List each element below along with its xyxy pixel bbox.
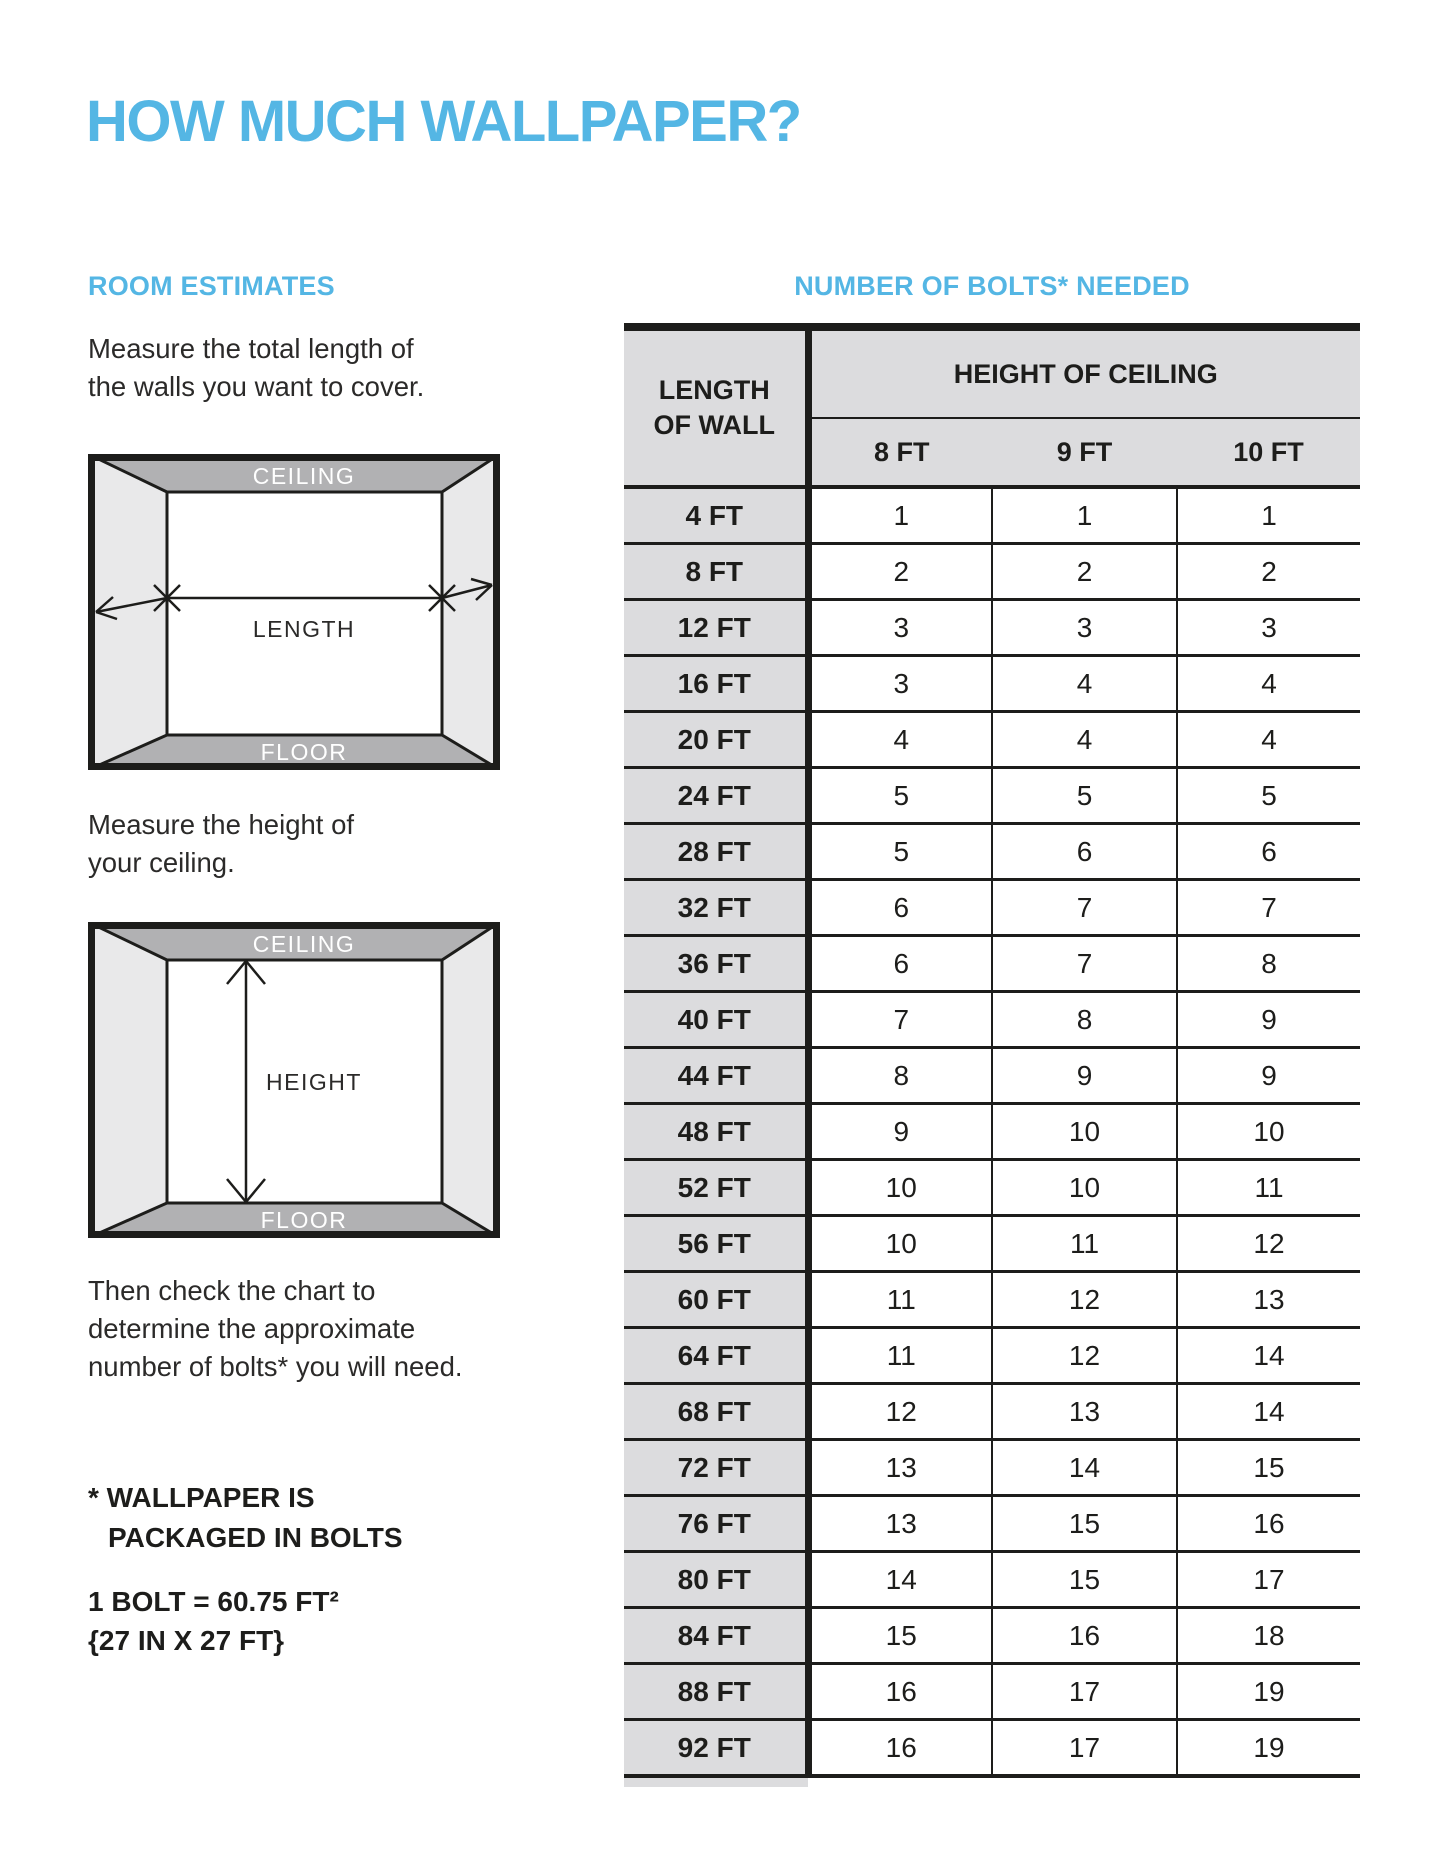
bolts-cell: 2 bbox=[992, 544, 1177, 600]
bolts-cell: 17 bbox=[992, 1664, 1177, 1720]
bolts-cell: 14 bbox=[992, 1440, 1177, 1496]
bolts-cell: 8 bbox=[992, 992, 1177, 1048]
bolts-cell: 18 bbox=[1177, 1608, 1360, 1664]
bolts-cell: 7 bbox=[992, 936, 1177, 992]
room-height-diagram bbox=[88, 922, 500, 1238]
table-row bbox=[624, 1552, 1360, 1608]
ceiling-label: CEILING bbox=[252, 931, 356, 957]
table-understrip bbox=[624, 1778, 808, 1787]
bolts-cell: 3 bbox=[808, 656, 992, 712]
table-row bbox=[624, 1104, 1360, 1160]
bolts-cell: 5 bbox=[808, 768, 992, 824]
table-row bbox=[624, 1496, 1360, 1552]
bolts-cell: 3 bbox=[808, 600, 992, 656]
bolts-cell: 6 bbox=[808, 880, 992, 936]
text-line: the walls you want to cover. bbox=[88, 371, 425, 402]
bolts-cell: 15 bbox=[808, 1608, 992, 1664]
bolts-cell: 4 bbox=[808, 712, 992, 768]
bolts-cell: 8 bbox=[808, 1048, 992, 1104]
table-row bbox=[624, 992, 1360, 1048]
bolts-cell: 10 bbox=[1177, 1104, 1360, 1160]
wall-length-cell: 92 FT bbox=[624, 1720, 808, 1777]
floor-label: FLOOR bbox=[260, 739, 348, 765]
wall-length-cell: 20 FT bbox=[624, 712, 808, 768]
bolts-cell: 10 bbox=[808, 1160, 992, 1216]
bolt-size-info bbox=[88, 1582, 339, 1660]
table-row bbox=[624, 600, 1360, 656]
bolts-cell: 4 bbox=[1177, 712, 1360, 768]
bolts-cell: 7 bbox=[808, 992, 992, 1048]
wall-length-cell: 80 FT bbox=[624, 1552, 808, 1608]
height-measure-label: HEIGHT bbox=[266, 1069, 362, 1095]
bolts-cell: 16 bbox=[1177, 1496, 1360, 1552]
wall-length-cell: 44 FT bbox=[624, 1048, 808, 1104]
table-row bbox=[624, 656, 1360, 712]
table-row bbox=[624, 1720, 1360, 1777]
table-row bbox=[624, 1216, 1360, 1272]
left-wall-panel bbox=[88, 922, 167, 1238]
table-row bbox=[624, 1384, 1360, 1440]
bolts-cell: 7 bbox=[1177, 880, 1360, 936]
bolts-cell: 3 bbox=[1177, 600, 1360, 656]
bolts-cell: 10 bbox=[992, 1104, 1177, 1160]
table-row bbox=[624, 1160, 1360, 1216]
ceiling-8ft-header: 8 FT bbox=[808, 418, 992, 487]
wall-length-cell: 32 FT bbox=[624, 880, 808, 936]
bolts-cell: 15 bbox=[992, 1496, 1177, 1552]
wall-length-cell: 48 FT bbox=[624, 1104, 808, 1160]
bolts-cell: 12 bbox=[992, 1272, 1177, 1328]
wall-length-cell: 76 FT bbox=[624, 1496, 808, 1552]
table-row bbox=[624, 1272, 1360, 1328]
bolt-info-line: {27 IN X 27 FT} bbox=[88, 1625, 285, 1656]
bolts-needed-heading: NUMBER OF BOLTS* NEEDED bbox=[794, 271, 1190, 301]
text-line: Measure the height of bbox=[88, 809, 355, 840]
bolts-cell: 4 bbox=[992, 712, 1177, 768]
ceiling-10ft-header: 10 FT bbox=[1177, 418, 1360, 487]
table-row bbox=[624, 1440, 1360, 1496]
bolts-cell: 12 bbox=[992, 1328, 1177, 1384]
wall-length-cell: 52 FT bbox=[624, 1160, 808, 1216]
bolts-table bbox=[624, 323, 1360, 1778]
wall-length-cell: 56 FT bbox=[624, 1216, 808, 1272]
bolts-cell: 16 bbox=[992, 1608, 1177, 1664]
bolts-cell: 10 bbox=[992, 1160, 1177, 1216]
footnote-line: PACKAGED IN BOLTS bbox=[108, 1522, 403, 1553]
bolts-cell: 6 bbox=[1177, 824, 1360, 880]
text-line: Then check the chart to bbox=[88, 1275, 376, 1306]
text-line: your ceiling. bbox=[88, 847, 235, 878]
floor-label: FLOOR bbox=[260, 1207, 348, 1233]
wallpaper-footnote bbox=[88, 1478, 403, 1558]
bolts-cell: 11 bbox=[1177, 1160, 1360, 1216]
table-row bbox=[624, 1048, 1360, 1104]
page-title: HOW MUCH WALLPAPER? bbox=[86, 89, 801, 154]
wall-length-cell: 36 FT bbox=[624, 936, 808, 992]
bolts-cell: 4 bbox=[1177, 656, 1360, 712]
bolts-cell: 11 bbox=[808, 1328, 992, 1384]
bolts-cell: 5 bbox=[808, 824, 992, 880]
length-of-wall-header-text: LENGTH OF WALL bbox=[653, 375, 775, 440]
bolts-cell: 16 bbox=[808, 1720, 992, 1777]
footnote-line: * WALLPAPER IS bbox=[88, 1482, 315, 1513]
bolts-cell: 13 bbox=[992, 1384, 1177, 1440]
bolts-cell: 1 bbox=[1177, 487, 1360, 544]
right-wall-panel bbox=[442, 922, 500, 1238]
table-row bbox=[624, 1328, 1360, 1384]
bolts-table-container bbox=[624, 323, 1360, 1787]
wall-length-cell: 88 FT bbox=[624, 1664, 808, 1720]
ceiling-9ft-header: 9 FT bbox=[992, 418, 1177, 487]
table-row bbox=[624, 544, 1360, 600]
bolts-cell: 11 bbox=[808, 1272, 992, 1328]
bolts-cell: 5 bbox=[992, 768, 1177, 824]
bolts-cell: 1 bbox=[992, 487, 1177, 544]
wall-length-cell: 12 FT bbox=[624, 600, 808, 656]
length-of-wall-header bbox=[624, 327, 808, 487]
table-row bbox=[624, 768, 1360, 824]
wall-length-cell: 40 FT bbox=[624, 992, 808, 1048]
bolts-cell: 13 bbox=[1177, 1272, 1360, 1328]
table-row bbox=[624, 712, 1360, 768]
measure-height-text bbox=[88, 806, 354, 882]
bolts-cell: 17 bbox=[1177, 1552, 1360, 1608]
bolts-cell: 2 bbox=[808, 544, 992, 600]
wall-length-cell: 60 FT bbox=[624, 1272, 808, 1328]
bolts-cell: 19 bbox=[1177, 1664, 1360, 1720]
length-measure-label: LENGTH bbox=[252, 616, 356, 642]
bolts-cell: 1 bbox=[808, 487, 992, 544]
wall-length-cell: 4 FT bbox=[624, 487, 808, 544]
bolts-table-header bbox=[624, 327, 1360, 487]
back-wall bbox=[167, 492, 442, 735]
wall-length-cell: 72 FT bbox=[624, 1440, 808, 1496]
wall-length-cell: 64 FT bbox=[624, 1328, 808, 1384]
text-line: determine the approximate bbox=[88, 1313, 416, 1344]
bolts-cell: 19 bbox=[1177, 1720, 1360, 1777]
wall-length-cell: 24 FT bbox=[624, 768, 808, 824]
bolts-cell: 2 bbox=[1177, 544, 1360, 600]
bolts-cell: 3 bbox=[992, 600, 1177, 656]
bolts-table-body bbox=[624, 487, 1360, 1776]
bolts-cell: 14 bbox=[808, 1552, 992, 1608]
bolts-cell: 15 bbox=[992, 1552, 1177, 1608]
bolts-cell: 9 bbox=[808, 1104, 992, 1160]
bolts-cell: 5 bbox=[1177, 768, 1360, 824]
table-row bbox=[624, 487, 1360, 544]
table-row bbox=[624, 1608, 1360, 1664]
bolts-cell: 10 bbox=[808, 1216, 992, 1272]
table-row bbox=[624, 880, 1360, 936]
wall-length-cell: 28 FT bbox=[624, 824, 808, 880]
bolts-cell: 9 bbox=[1177, 1048, 1360, 1104]
bolts-cell: 15 bbox=[1177, 1440, 1360, 1496]
bolts-cell: 12 bbox=[1177, 1216, 1360, 1272]
table-row bbox=[624, 936, 1360, 992]
bolts-cell: 9 bbox=[992, 1048, 1177, 1104]
bolts-cell: 9 bbox=[1177, 992, 1360, 1048]
bolts-cell: 14 bbox=[1177, 1328, 1360, 1384]
bolts-cell: 13 bbox=[808, 1440, 992, 1496]
height-of-ceiling-header: HEIGHT OF CEILING bbox=[808, 327, 1360, 418]
measure-length-text bbox=[88, 330, 424, 406]
text-line: Measure the total length of bbox=[88, 333, 414, 364]
bolts-cell: 6 bbox=[808, 936, 992, 992]
bolts-cell: 13 bbox=[808, 1496, 992, 1552]
bolts-cell: 11 bbox=[992, 1216, 1177, 1272]
bolts-cell: 14 bbox=[1177, 1384, 1360, 1440]
bolt-info-line: 1 BOLT = 60.75 FT² bbox=[88, 1586, 339, 1617]
bolts-cell: 6 bbox=[992, 824, 1177, 880]
check-chart-text bbox=[88, 1272, 463, 1386]
bolts-cell: 4 bbox=[992, 656, 1177, 712]
bolts-cell: 8 bbox=[1177, 936, 1360, 992]
bolts-cell: 17 bbox=[992, 1720, 1177, 1777]
bolts-cell: 12 bbox=[808, 1384, 992, 1440]
bolts-cell: 7 bbox=[992, 880, 1177, 936]
table-row bbox=[624, 1664, 1360, 1720]
ceiling-label: CEILING bbox=[252, 463, 356, 489]
wall-length-cell: 68 FT bbox=[624, 1384, 808, 1440]
table-row bbox=[624, 824, 1360, 880]
room-length-diagram bbox=[88, 454, 500, 770]
wall-length-cell: 8 FT bbox=[624, 544, 808, 600]
wall-length-cell: 84 FT bbox=[624, 1608, 808, 1664]
room-estimates-heading: ROOM ESTIMATES bbox=[88, 271, 335, 301]
text-line: number of bolts* you will need. bbox=[88, 1351, 463, 1382]
bolts-cell: 16 bbox=[808, 1664, 992, 1720]
wall-length-cell: 16 FT bbox=[624, 656, 808, 712]
right-wall-panel bbox=[442, 454, 500, 770]
